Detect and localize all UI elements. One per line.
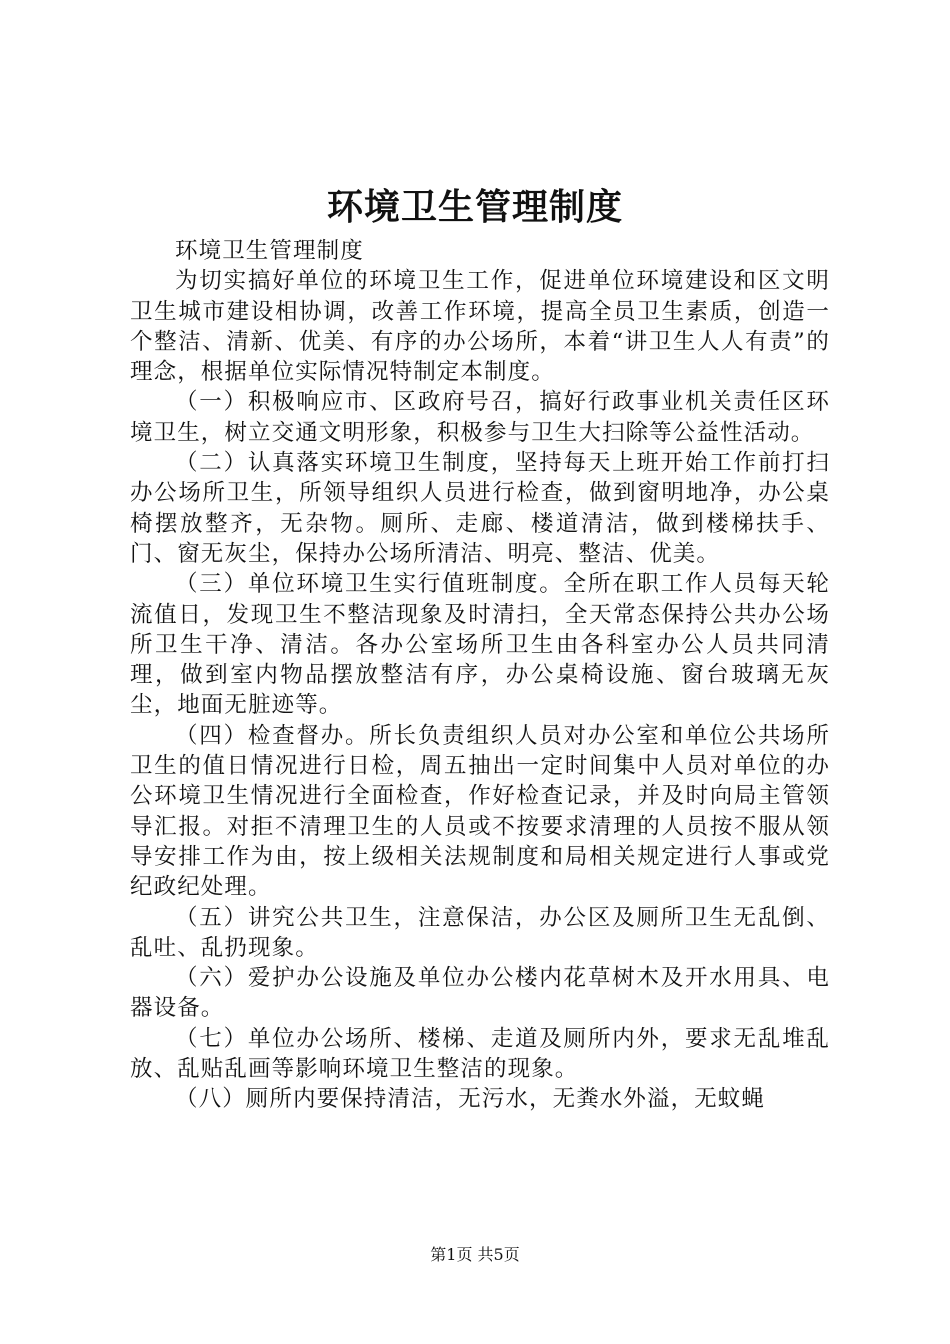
paragraph-item-7: （七）单位办公场所、楼梯、走道及厕所内外，要求无乱堆乱放、乱贴乱画等影响环境卫生整洁的现象。 <box>130 1025 830 1083</box>
paragraph-item-8: （八）厕所内要保持清洁，无污水，无粪水外溢，无蚊蝇 <box>175 1086 766 1113</box>
document-body <box>130 236 830 1115</box>
page-number-footer: 第1页 共5页 <box>430 1245 520 1264</box>
document-title: 环境卫生管理制度 <box>326 186 623 228</box>
paragraph-item-1: （一）积极响应市、区政府号召，搞好行政事业机关责任区环境卫生，树立交通文明形象，积极参与卫生大扫除等公益性活动。 <box>130 389 830 446</box>
paragraph-item-2: （二）认真落实环境卫生制度，坚持每天上班开始工作前打扫办公场所卫生，所领导组织人员进行检查，做到窗明地净，办公桌椅摆放整齐，无杂物。厕所、走廊、楼道清洁，做到楼梯扶手、门、窗无灰尘，保持办公场所清洁、明亮、整洁、优美。 <box>130 450 830 567</box>
paragraph-intro: 为切实搞好单位的环境卫生工作，促进单位环境建设和区文明卫生城市建设相协调，改善工作环境，提高全员卫生素质，创造一个整洁、清新、优美、有序的办公场所，本着“讲卫生人人有责”的理念，根据单位实际情况特制定本制度。 <box>130 268 830 386</box>
paragraph-item-6: （六）爱护办公设施及单位办公楼内花草树木及开水用具、电器设备。 <box>130 965 830 1022</box>
paragraph-item-4: （四）检查督办。所长负责组织人员对办公室和单位公共场所卫生的值日情况进行日检，周五抽出一定时间集中人员对单位的办公环境卫生情况进行全面检查，作好检查记录，并及时向局主管领导汇报。对拒不清理卫生的人员或不按要求清理的人员按不服从领导安排工作为由，按上级相关法规制度和局相关规定进行人事或党纪政纪处理。 <box>130 722 830 901</box>
document-subtitle: 环境卫生管理制度 <box>175 238 364 264</box>
paragraph-item-3: （三）单位环境卫生实行值班制度。全所在职工作人员每天轮流值日，发现卫生不整洁现象及时清扫，全天常态保持公共办公场所卫生干净、清洁。各办公室场所卫生由各科室办公人员共同清理，做到室内物品摆放整洁有序，办公桌椅设施、窗台玻璃无灰尘，地面无脏迹等。 <box>130 571 830 719</box>
paragraph-item-5: （五）讲究公共卫生，注意保洁，办公区及厕所卫生无乱倒、乱吐、乱扔现象。 <box>130 904 830 961</box>
